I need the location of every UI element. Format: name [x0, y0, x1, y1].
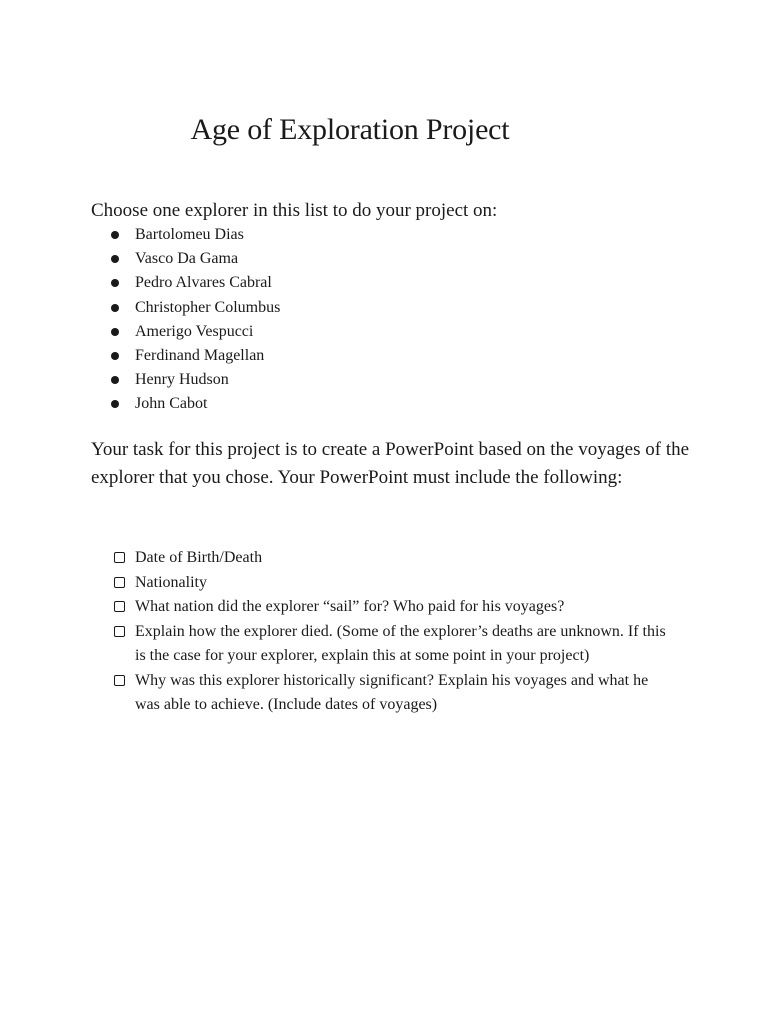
task-paragraph: Your task for this project is to create a PowerPoint based on the voyages of the explorer that you chose. Your PowerPoint must include the following:: [91, 439, 690, 488]
bullet-icon: [111, 279, 119, 287]
explorer-name: Vasco Da Gama: [135, 250, 239, 268]
explorer-name: Amerigo Vespucci: [135, 322, 254, 340]
checkbox-icon[interactable]: [114, 675, 125, 686]
explorer-name: Bartolomeu Dias: [135, 226, 244, 243]
bullet-icon: [111, 352, 119, 360]
checklist-item: [113, 546, 673, 570]
explorer-list: [91, 223, 280, 417]
list-item: [91, 296, 280, 320]
checkbox-icon[interactable]: [114, 577, 125, 588]
explorer-name: Ferdinand Magellan: [135, 346, 265, 364]
checkbox-icon[interactable]: [114, 601, 125, 612]
explorer-name: Christopher Columbus: [135, 298, 281, 316]
checklist-item: [113, 571, 673, 595]
explorer-name: Pedro Alvares Cabral: [135, 274, 272, 292]
requirement-text: Date of Birth/Death: [135, 549, 263, 566]
requirements-checklist: [113, 546, 673, 717]
list-item: [91, 271, 280, 295]
checkbox-icon[interactable]: [114, 552, 125, 563]
bullet-icon: [111, 255, 119, 263]
checklist-item: [113, 595, 673, 619]
list-item: [91, 344, 280, 368]
checkbox-icon[interactable]: [114, 626, 125, 637]
list-item: [91, 320, 280, 344]
bullet-icon: [111, 328, 119, 336]
requirement-text: What nation did the explorer “sail” for? Who paid for his voyages?: [135, 598, 565, 616]
page-title: Age of Exploration Project: [190, 113, 510, 146]
checklist-item: [113, 620, 673, 668]
bullet-icon: [111, 376, 119, 384]
requirement-text: Explain how the explorer died. (Some of the explorer’s deaths are unknown. If this is the case for your explorer, explain this at some point in your project): [135, 622, 666, 664]
list-item: [91, 368, 280, 392]
list-item: [91, 247, 280, 271]
bullet-icon: [111, 231, 119, 239]
bullet-icon: [111, 400, 119, 408]
list-item: [91, 223, 280, 247]
checklist-item: [113, 669, 673, 717]
requirement-text: Nationality: [135, 573, 207, 591]
requirement-text: Why was this explorer historically significant? Explain his voyages and what he was able to achieve. (Include dates of voyages): [135, 671, 649, 713]
intro-text: Choose one explorer in this list to do your project on:: [91, 200, 498, 221]
explorer-name: Henry Hudson: [135, 371, 229, 389]
explorer-name: John Cabot: [135, 395, 208, 413]
bullet-icon: [111, 304, 119, 312]
list-item: [91, 392, 280, 416]
